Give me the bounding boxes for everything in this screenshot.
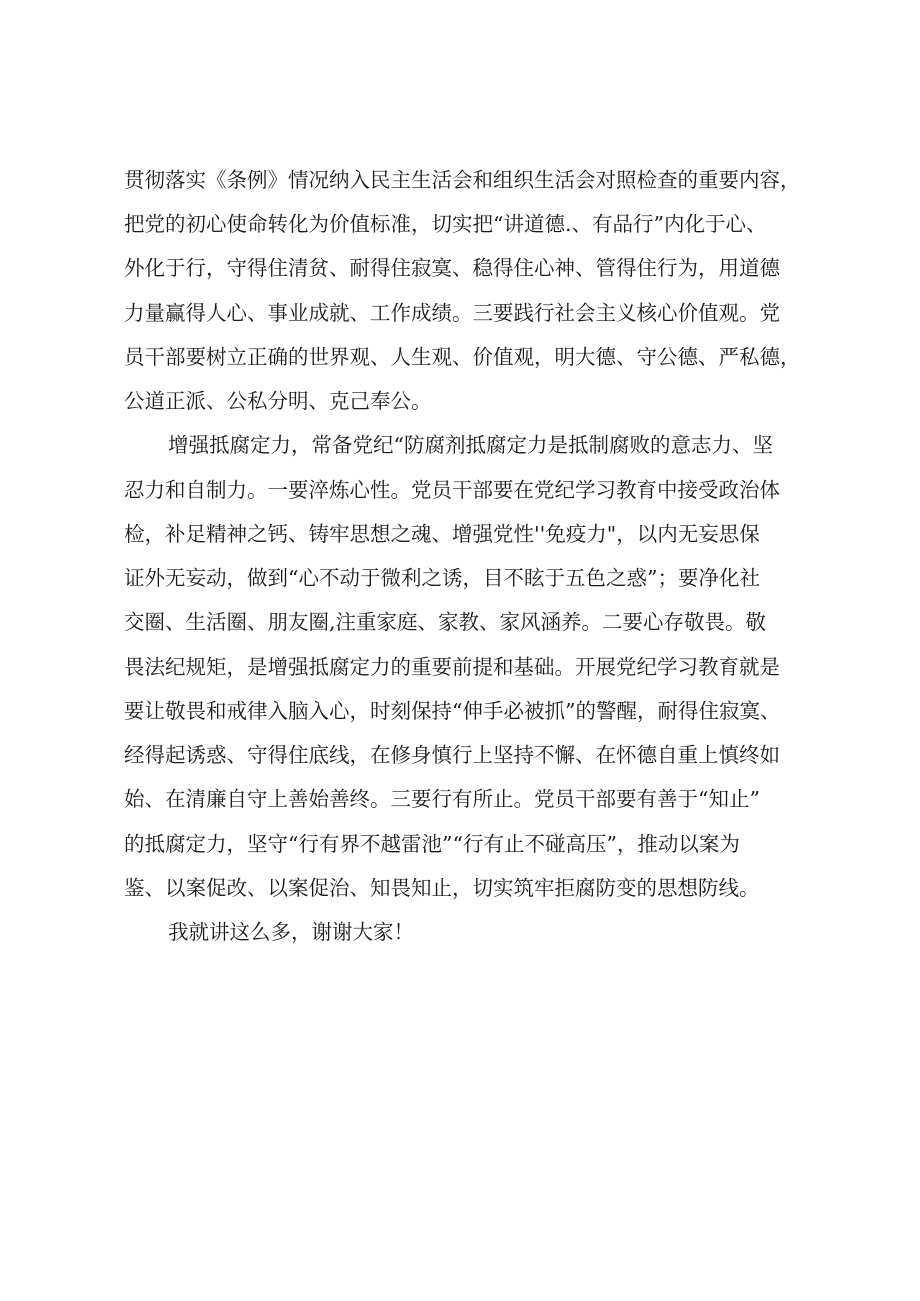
text-line: 外化于行，守得住清贫、耐得住寂寞、稳得住心神、管得住行为，用道德 (124, 256, 780, 280)
text-line: 检，补足精神之钙、铸牢思想之魂、增强党性''免疫力"，以内无妄思保 (124, 522, 760, 546)
text-line: 始、在清廉自守上善始善终。三要行有所止。党员干部要有善于“知止” (124, 787, 760, 811)
text-line: 力量赢得人心、事业成就、工作成绩。三要践行社会主义核心价值观。党 (124, 301, 780, 325)
text-line: 鉴、以案促改、以案促治、知畏知止，切实筑牢拒腐防变的思想防线。 (124, 876, 760, 900)
text-line: 畏法纪规矩，是增强抵腐定力的重要前提和基础。开展党纪学习教育就是 (124, 655, 780, 679)
text-line: 增强抵腐定力，常备党纪“防腐剂抵腐定力是抵制腐败的意志力、坚 (168, 433, 773, 457)
text-line: 公道正派、公私分明、克己奉公。 (124, 389, 432, 413)
text-line: 的抵腐定力，坚守“行有界不越雷池”“行有止不碰高压”，推动以案为 (124, 832, 740, 856)
text-line: 要让敬畏和戒律入脑入心，时刻保持“伸手必被抓”的警醒，耐得住寂寞、 (124, 699, 781, 723)
text-line: 证外无妄动，做到“心不动于微利之诱，目不眩于五色之惑”；要净化社 (124, 566, 760, 590)
text-line: 经得起诱惑、守得住底线，在修身慎行上坚持不懈、在怀德自重上慎终如 (124, 743, 780, 767)
text-line: 我就讲这么多，谢谢大家！ (168, 920, 414, 944)
text-line: 贯彻落实《条例》情况纳入民主生活会和组织生活会对照检查的重要内容， (124, 168, 801, 192)
text-line: 把党的初心使命转化为价值标准，切实把“讲道德.、有品行”内化于心、 (124, 212, 767, 236)
text-line: 员干部要树立正确的世界观、人生观、价值观，明大德、守公德、严私德， (124, 345, 801, 369)
text-line: 忍力和自制力。一要淬炼心性。党员干部要在党纪学习教育中接受政治体 (124, 478, 780, 502)
text-line: 交圈、生活圈、朋友圈,注重家庭、家教、家风涵养。二要心存敬畏。敬 (124, 610, 767, 634)
